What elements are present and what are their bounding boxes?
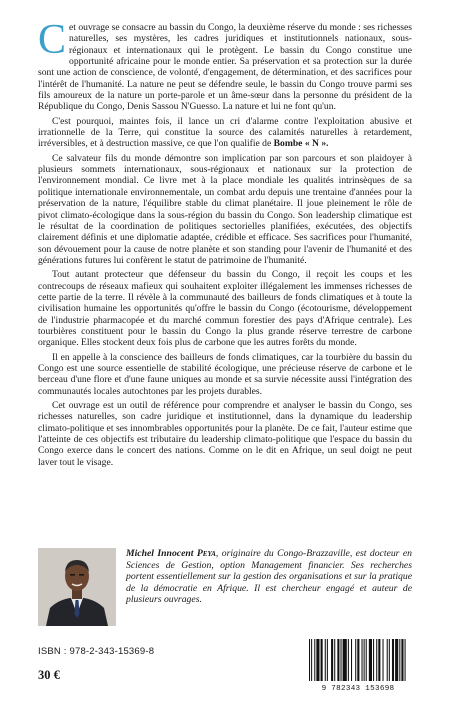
price: 30 € — [38, 668, 60, 682]
isbn-number: ISBN : 978-2-343-15369-8 — [38, 646, 155, 657]
author-name: Michel Innocent — [126, 548, 194, 559]
barcode-bars — [303, 637, 413, 683]
blurb-text — [38, 17, 412, 468]
paragraph-5: Il en appelle à la conscience des bailleurs de fonds climatiques, car la tourbière du bassin du Congo est une source essentielle de stabilité écologique, une précieuse réserve de carbone et le berceau d'une flore et d'une faune uniques au monde et sa survie nécessite aussi l'intégration des communautés locales autochtones par les projets durables. — [38, 351, 412, 397]
bomb-n-term: Bombe « N ». — [273, 138, 329, 150]
author-bio — [126, 548, 412, 606]
author-bio-text: , originaire du Congo-Brazzaville, est docteur en Sciences de Gestion, option Management financier. Ses recherches portent essentiellement sur la gestion des organisations et sur la pratique de la démocratie en Afrique. Il est chercheur engagé et auteur de plusieurs ouvrages. — [126, 548, 412, 606]
author-surname: Peya — [196, 548, 216, 559]
paragraph-2 — [38, 116, 412, 150]
barcode — [303, 637, 413, 693]
paragraph-6: Cet ouvrage est un outil de référence pour comprendre et analyser le bassin du Congo, ses richesses naturelles, son cadre juridique et institutionnel, dans la dynamique du leadership climato-politique et ses innombrables opportunités pour la planète. De ce fait, l'auteur estime que l'atteinte de ces objectifs est tributaire du leadership climato-politique que l'espace du bassin du Congo exerce dans le concert des nations. Comme on le dit en Afrique, un seul doigt ne peut laver tout le visage. — [38, 400, 412, 468]
paragraph-2-text: C'est pourquoi, maintes fois, il lance un cri d'alarme contre l'exploitation abusive et irrationnelle de la Terre, qui constitue la source des calamités naturelles à retardement, irréversibles, et à destruction massive, ce que l'on qualifie de — [38, 115, 412, 150]
author-photo — [38, 548, 116, 626]
paragraph-4: Tout autant protecteur que défenseur du bassin du Congo, il reçoit les coups et les contrecoups de réseaux mafieux qui souhaitent exploiter illégalement les immenses richesses de cette partie de la terre. Il révèle à la communauté des bailleurs de fonds climatiques et à toute la civilisation humaine les opportunités qu'offre le bassin du Congo (écotourisme, développement de l'industrie pharmacopée et du marché commun forestier des pays d'Afrique centrale). Les tourbières constituent pour le bassin du Congo la plus grande réserve terrestre de carbone organique. Elles stockent deux fois plus de carbone que les autres forêts du monde. — [38, 269, 412, 349]
paragraph-1 — [38, 17, 412, 113]
paragraph-1-text: et ouvrage se consacre au bassin du Congo, la deuxième réserve du monde : ses richesses naturelles, ses mystères, les cadres juridiques et institutionnels nationaux, sous-régionaux et internationaux qui le protègent. Le bassin du Congo constitue une opportunité africaine pour le monde entier. Sa préservation et sa protection sur la durée sont une action de conscience, de volonté, d'engagement, de détermination, et des sacrifices pour l'intérêt de l'humanité. La nature ne peut se défendre seule, le bassin du Congo trouve parmi ses fils amoureux de la nature un porte-parole et un âme-sœur dans la personne du président de la République du Congo, Denis Sassou N'Guesso. La nature et lui ne font qu'un. — [38, 22, 412, 113]
paragraph-3: Ce salvateur fils du monde démontre son implication par son parcours et son plaidoyer à plusieurs sommets internationaux, sous-régionaux et nationaux sur la protection de l'environnement mondial. Ce livre met à la place mondiale les qualités intrinsèques de sa politique internationale environnementale, un combat ardu depuis une trentaine d'années pour la préservation de la nature, l'équilibre stable du climat planétaire. Il joue pleinement le rôle de pivot climato-écologique dans la sous-région du bassin du Congo. Son leadership climatique est le résultat de la coordination de politiques sectorielles planifiées, exécutées, des objectifs clairement définis et une diplomatie adaptée, crédible et efficace. Ses sacrifices pour l'humanité, son dévouement pour la cause de notre planète et son standing pour l'avenir de l'humanité et des générations futures lui confèrent le statut de patrimoine de l'humanité. — [38, 152, 412, 266]
barcode-digits: 9 782343 153698 — [303, 685, 413, 693]
author-block — [38, 548, 412, 628]
drop-cap: C — [38, 17, 67, 63]
